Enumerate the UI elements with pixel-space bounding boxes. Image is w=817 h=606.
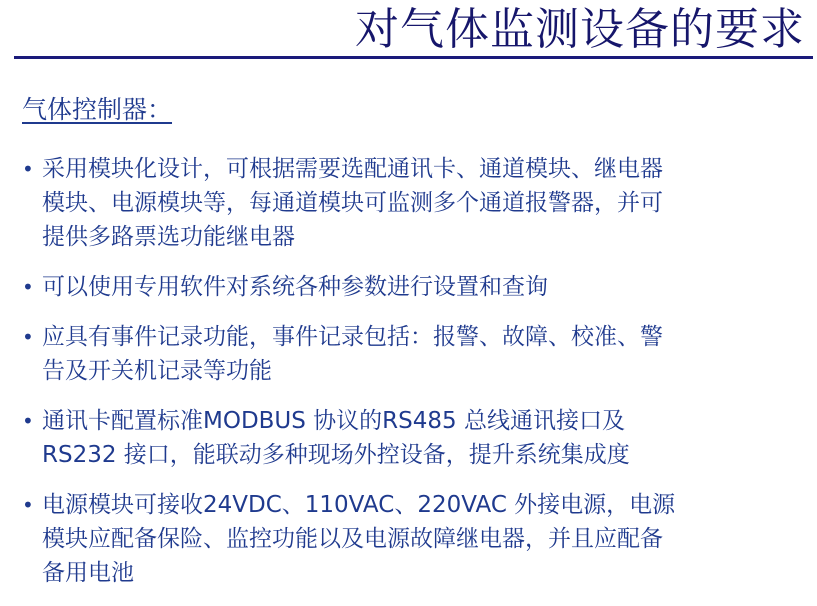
bullet-text-line: 通讯卡配置标准MODBUS 协议的RS485 总线通讯接口及 bbox=[42, 408, 625, 434]
bullet-icon: • bbox=[22, 493, 34, 517]
bullet-icon: • bbox=[22, 409, 34, 433]
bullet-icon: • bbox=[22, 157, 34, 181]
bullet-list bbox=[22, 152, 802, 606]
bullet-text-line: 应具有事件记录功能，事件记录包括：报警、故障、校准、警 bbox=[42, 324, 663, 350]
page-title: 对气体监测设备的要求 bbox=[355, 4, 805, 55]
title-divider bbox=[14, 56, 813, 59]
list-item bbox=[22, 404, 802, 472]
bullet-icon: • bbox=[22, 325, 34, 349]
bullet-text-line: 模块应配备保险、监控功能以及电源故障继电器，并且应配备 bbox=[42, 526, 663, 552]
section-subheading: 气体控制器： bbox=[22, 95, 173, 124]
bullet-text-line: 可以使用专用软件对系统各种参数进行设置和查询 bbox=[42, 274, 548, 300]
bullet-text-line: 提供多路票选功能继电器 bbox=[42, 224, 295, 250]
bullet-text-line: RS232 接口，能联动多种现场外控设备，提升系统集成度 bbox=[42, 442, 630, 468]
list-item bbox=[22, 152, 802, 254]
bullet-icon: • bbox=[22, 275, 34, 299]
bullet-text-line: 采用模块化设计，可根据需要选配通讯卡、通道模块、继电器 bbox=[42, 156, 663, 182]
bullet-text-line: 电源模块可接收24VDC、110VAC、220VAC 外接电源，电源 bbox=[42, 492, 676, 518]
bullet-text-line: 备用电池 bbox=[42, 560, 134, 586]
bullet-text-line: 告及开关机记录等功能 bbox=[42, 358, 272, 384]
list-item bbox=[22, 320, 802, 388]
list-item bbox=[22, 488, 802, 590]
bullet-text-line: 模块、电源模块等，每通道模块可监测多个通道报警器，并可 bbox=[42, 190, 663, 216]
list-item bbox=[22, 270, 802, 304]
